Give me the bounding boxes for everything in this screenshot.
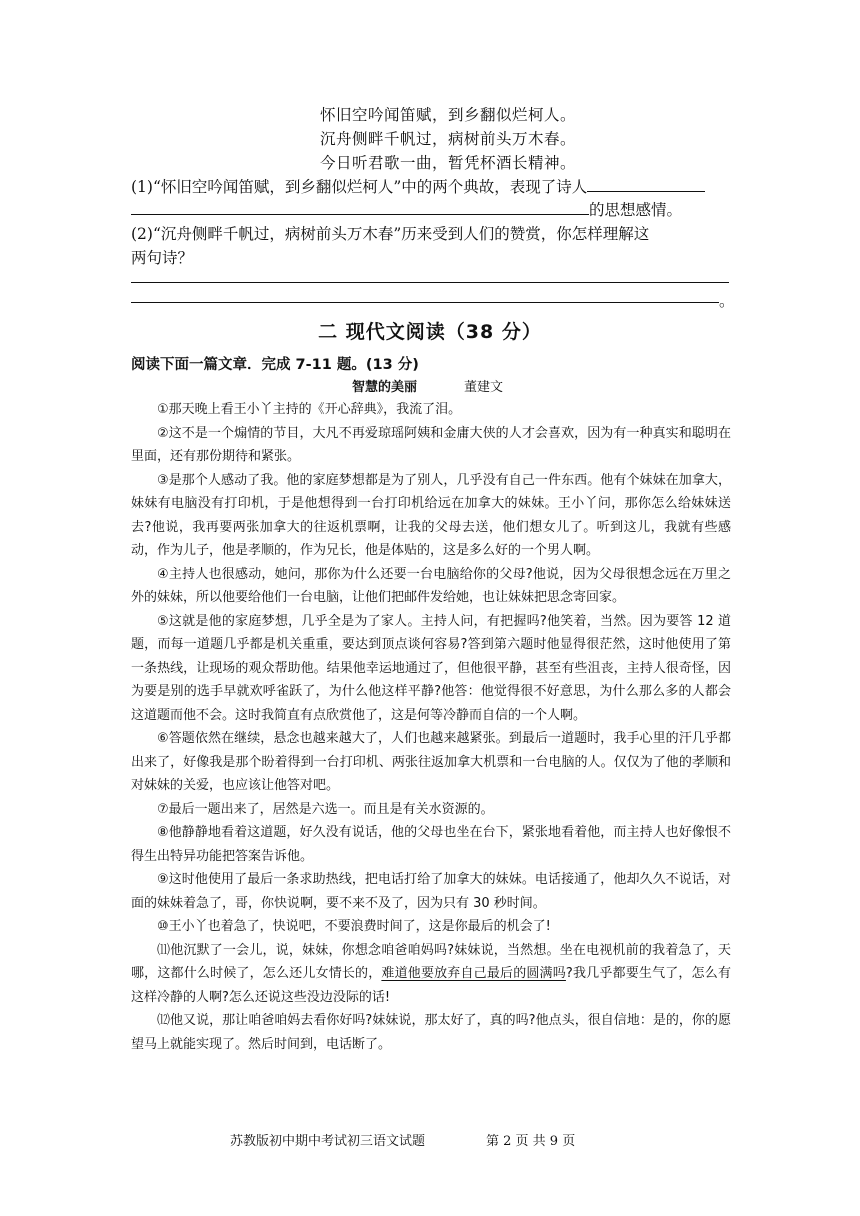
answer-blank-2[interactable] (131, 198, 589, 215)
paragraph-11-end: ?我几乎都要生气了，怎么有这样冷静的人啊?怎么还说这些没边没际的话! (131, 966, 731, 1005)
paragraph-12: ⑿他又说，那让咱爸咱妈去看你好吗?妹妹说，那太好了，真的吗?他点头，很自信地：是的，你的愿望马上就能实现了。然后时间到，电话断了。 (131, 1013, 731, 1052)
paragraph-9: ⑨这时他使用了最后一条求助热线，把电话打给了加拿大的妹妹。电话接通了，他却久久不说话，对面的妹妹着急了，哥，你快说啊，要不来不及了，因为只有 30 秒时间。 (131, 872, 731, 911)
footer-page-number: 第 2 页 共 9 页 (486, 1134, 576, 1149)
underlined-sentence: 难道他要放弃自己最后的圆满吗 (381, 966, 566, 981)
section-instructions: 阅读下面一篇文章．完成 7-11 题。(13 分) (131, 357, 419, 373)
paragraph-4: ④主持人也很感动，她问，那你为什么还要一台电脑给你的父母?他说，因为父母很想念远在万里之外的妹妹，所以他要给他们一台电脑，让他们把邮件发给她，也让妹妹把思念寄回家。 (131, 566, 731, 605)
article-author: 董建文 (464, 380, 504, 395)
answer-line-1[interactable] (131, 282, 729, 283)
answer-blank-1[interactable] (587, 175, 705, 192)
answer-line-2[interactable] (131, 302, 719, 303)
paragraph-11-start: ⑾他沉默了一会儿，说，妹妹，你想念咱爸咱妈吗?妹妹说，当然想。坐在电视机前的我着急了，天哪，这都什么时候了，怎么还儿女情长的， (131, 942, 731, 981)
paragraph-11 (131, 939, 731, 1010)
poem-line-3: 今日听君歌一曲，暂凭杯酒长精神。 (320, 154, 577, 172)
paragraph-7: ⑦最后一题出来了，居然是六选一。而且是有关水资源的。 (157, 801, 494, 817)
footer-exam-title: 苏教版初中期中考试初三语文试题 (230, 1134, 426, 1149)
question-2-line-2: 两句诗？ (131, 249, 194, 267)
question-2-line-1: (2)“沉舟侧畔千帆过，病树前头万木春”历来受到人们的赞赏，你怎样理解这 (131, 225, 650, 243)
paragraph-5: ⑤这就是他的家庭梦想，几乎全是为了家人。主持人问，有把握吗?他笑着，当然。因为要答 12 道题，而每一道题几乎都是机关重重，要达到顶点谈何容易?答到第六题时他显得很茫然，这时他使用了第一条热线，让现场的观众帮助他。结果他幸运地通过了，但他很平静，甚至有些沮丧，主持人很奇怪，因为要是别的选手早就欢呼雀跃了，为什么他这样平静?他答：他觉得很不好意思，为什么那么多的人都会这道题而他不会。这时我简直有点欣赏他了，这是何等冷静而自信的一个人啊。 (131, 613, 731, 723)
article-title: 智慧的美丽 (352, 380, 418, 395)
answer-end-mark: 。 (719, 292, 735, 310)
paragraph-8: ⑧他静静地看着这道题，好久没有说话，他的父母也坐在台下，紧张地看着他，而主持人也好像恨不得生出特异功能把答案告诉他。 (131, 825, 731, 864)
section-title: 二 现代文阅读（38 分） (318, 321, 542, 343)
question-1-line-2 (131, 198, 731, 222)
poem-line-2: 沉舟侧畔千帆过，病树前头万木春。 (320, 130, 577, 148)
question-1-suffix: 的思想感情。 (589, 201, 683, 219)
poem-line-1: 怀旧空吟闻笛赋，到乡翻似烂柯人。 (320, 106, 577, 124)
paragraph-2: ②这不是一个煽情的节目，大凡不再爱琼瑶阿姨和金庸大侠的人才会喜欢，因为有一种真实和聪明在里面，还有那份期待和紧张。 (131, 425, 731, 464)
paragraph-6: ⑥答题依然在继续，悬念也越来越大了，人们也越来越紧张。到最后一道题时，我手心里的汗几乎都出来了，好像我是那个盼着得到一台打印机、两张往返加拿大机票和一台电脑的人。仅仅为了他的孝顺和对妹妹的关爱，也应该让他答对吧。 (131, 731, 731, 793)
paragraph-10: ⑩王小丫也着急了，快说吧，不要浪费时间了，这是你最后的机会了! (157, 919, 551, 934)
question-1-line-1 (131, 175, 731, 199)
paragraph-1: ①那天晚上看王小丫主持的《开心辞典》，我流了泪。 (157, 402, 462, 417)
article-body (131, 398, 731, 1056)
question-1-text: (1)“怀旧空吟闻笛赋，到乡翻似烂柯人”中的两个典故，表现了诗人 (131, 178, 588, 196)
paragraph-3: ③是那个人感动了我。他的家庭梦想都是为了别人，几乎没有自己一件东西。他有个妹妹在加拿大，妹妹有电脑没有打印机，于是他想得到一台打印机给远在加拿大的妹妹。王小丫问，那你怎么给妹妹送去?他说，我再要两张加拿大的往返机票啊，让我的父母去送，他们想女儿了。听到这儿，我就有些感动，作为儿子，他是孝顺的，作为兄长，他是体贴的，这是多么好的一个男人啊。 (131, 472, 731, 558)
